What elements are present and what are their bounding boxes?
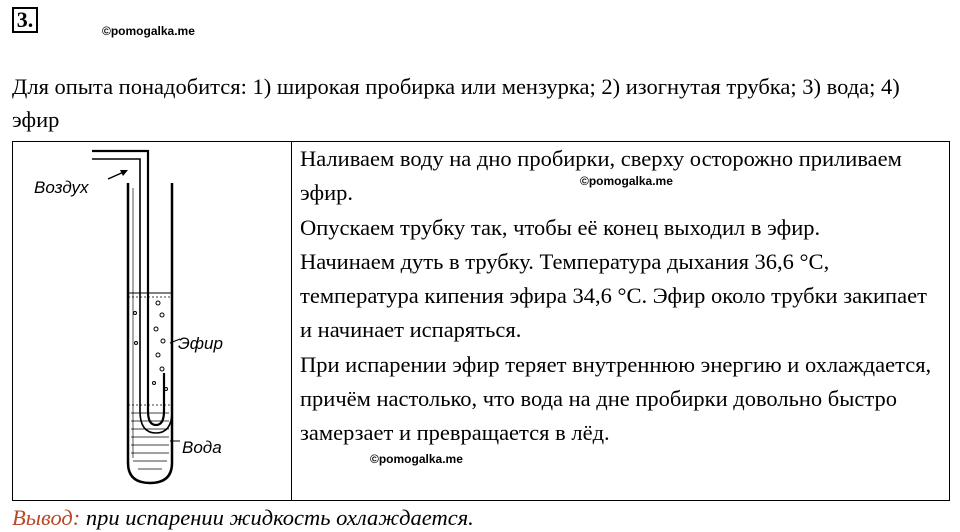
watermark-middle: ©pomogalka.me (580, 174, 673, 188)
conclusion (12, 504, 474, 532)
intro-text: Для опыта понадобится: 1) широкая пробирка или мензурка; 2) изогнутая трубка; 3) вода; 4) эфир (12, 74, 900, 132)
description-paragraph: Опускаем трубку так, чтобы её конец выходил в эфир. (300, 214, 821, 240)
conclusion-label: Вывод: (12, 505, 81, 530)
experiment-description (300, 142, 940, 451)
test-tube-drawing (30, 143, 260, 493)
experiment-figure (30, 143, 260, 498)
ether-bubbles (134, 301, 168, 391)
task-number: 3. (12, 7, 38, 33)
conclusion-text: при испарении жидкость охлаждается. (85, 505, 474, 530)
description-paragraph: Начинаем дуть в трубку. Температура дыхания 36,6 °С, температура кипения эфира 34,6 °С. Эфир около трубки закипает и начинает испаряться. (300, 248, 927, 343)
bent-tube-inner (92, 159, 172, 433)
description-paragraph: При испарении эфир теряет внутреннюю энергию и охлаждается, причём настолько, что вода на дне пробирки довольно быстро замерзает и превращается в лёд. (300, 351, 932, 446)
figure-label-ether: Эфир (178, 334, 223, 353)
figure-label-water: Вода (182, 438, 222, 457)
description-paragraph: Наливаем воду на дно пробирки, сверху осторожно приливаем эфир. (300, 146, 902, 206)
watermark-bottom: ©pomogalka.me (370, 452, 463, 466)
figure-label-air: Воздух (34, 178, 89, 197)
test-tube-outline (128, 183, 172, 483)
table-divider (291, 141, 292, 501)
watermark-top: ©pomogalka.me (102, 24, 195, 38)
